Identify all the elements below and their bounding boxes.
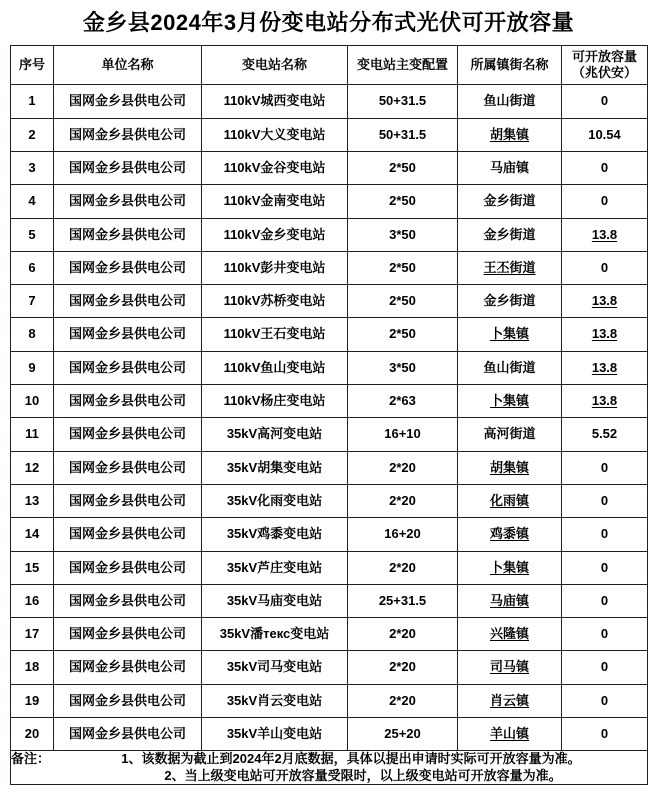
- cell-town: 金乡街道: [458, 218, 562, 251]
- cell-capacity: 0: [562, 484, 648, 517]
- column-header-station: 变电站名称: [202, 46, 348, 85]
- cell-unit: 国网金乡县供电公司: [54, 118, 202, 151]
- table-row: [11, 351, 648, 384]
- cell-town: 司马镇: [458, 651, 562, 684]
- cell-unit: 国网金乡县供电公司: [54, 151, 202, 184]
- cell-config: 2*20: [348, 451, 458, 484]
- cell-town: 马庙镇: [458, 151, 562, 184]
- cell-capacity: 13.8: [562, 318, 648, 351]
- cell-index: 18: [11, 651, 54, 684]
- cell-station: 35kV马庙变电站: [202, 584, 348, 617]
- cell-unit: 国网金乡县供电公司: [54, 385, 202, 418]
- table-row: [11, 718, 648, 751]
- cell-capacity: 10.54: [562, 118, 648, 151]
- cell-index: 13: [11, 484, 54, 517]
- cell-config: 2*50: [348, 251, 458, 284]
- cell-index: 19: [11, 684, 54, 717]
- table-row: [11, 251, 648, 284]
- cell-town: 卜集镇: [458, 318, 562, 351]
- table-row: [11, 618, 648, 651]
- cell-town: 鱼山街道: [458, 351, 562, 384]
- cell-unit: 国网金乡县供电公司: [54, 618, 202, 651]
- column-header-capacity-line2: （兆伏安）: [571, 65, 637, 81]
- cell-capacity: 0: [562, 618, 648, 651]
- cell-town: 化雨镇: [458, 484, 562, 517]
- cell-capacity: 0: [562, 551, 648, 584]
- cell-config: 3*50: [348, 218, 458, 251]
- table-note-row: [11, 751, 648, 785]
- table-row: [11, 185, 648, 218]
- cell-capacity: 0: [562, 151, 648, 184]
- cell-capacity: 0: [562, 251, 648, 284]
- cell-config: 2*50: [348, 151, 458, 184]
- cell-station: 110kV杨庄变电站: [202, 385, 348, 418]
- cell-unit: 国网金乡县供电公司: [54, 684, 202, 717]
- page-title: 金乡县2024年3月份变电站分布式光伏可开放容量: [82, 10, 575, 35]
- cell-index: 14: [11, 518, 54, 551]
- cell-index: 11: [11, 418, 54, 451]
- cell-capacity: 0: [562, 451, 648, 484]
- cell-unit: 国网金乡县供电公司: [54, 484, 202, 517]
- cell-unit: 国网金乡县供电公司: [54, 218, 202, 251]
- table-header-row: [11, 46, 648, 85]
- cell-station: 110kV城西变电站: [202, 85, 348, 118]
- cell-station: 110kV大义变电站: [202, 118, 348, 151]
- cell-town: 鸡黍镇: [458, 518, 562, 551]
- table-row: [11, 484, 648, 517]
- cell-unit: 国网金乡县供电公司: [54, 451, 202, 484]
- cell-town: 胡集镇: [458, 451, 562, 484]
- column-header-capacity-line1: 可开放容量: [571, 49, 637, 65]
- table-row: [11, 451, 648, 484]
- cell-index: 9: [11, 351, 54, 384]
- table-row: [11, 151, 648, 184]
- cell-station: 35kV羊山变电站: [202, 718, 348, 751]
- table-row: [11, 551, 648, 584]
- cell-unit: 国网金乡县供电公司: [54, 551, 202, 584]
- cell-town: 胡集镇: [458, 118, 562, 151]
- cell-capacity: 0: [562, 651, 648, 684]
- column-header-town: 所属镇街名称: [458, 46, 562, 85]
- note-line-2: 2、当上级变电站可开放容量受限时，以上级变电站可开放容量为准。: [164, 767, 562, 783]
- table-header: [11, 46, 648, 85]
- cell-town: 马庙镇: [458, 584, 562, 617]
- cell-station: 110kV金南变电站: [202, 185, 348, 218]
- table-row: [11, 518, 648, 551]
- cell-capacity: 0: [562, 584, 648, 617]
- table-row: [11, 651, 648, 684]
- table-body: [11, 85, 648, 751]
- cell-unit: 国网金乡县供电公司: [54, 318, 202, 351]
- cell-unit: 国网金乡县供电公司: [54, 584, 202, 617]
- cell-config: 16+10: [348, 418, 458, 451]
- cell-station: 35kV鸡黍变电站: [202, 518, 348, 551]
- capacity-table: [10, 45, 648, 784]
- cell-config: 3*50: [348, 351, 458, 384]
- cell-index: 15: [11, 551, 54, 584]
- cell-capacity: 0: [562, 718, 648, 751]
- table-row: [11, 285, 648, 318]
- cell-town: 兴隆镇: [458, 618, 562, 651]
- cell-config: 2*63: [348, 385, 458, 418]
- cell-capacity: 13.8: [562, 385, 648, 418]
- cell-config: 16+20: [348, 518, 458, 551]
- column-header-index: 序号: [11, 46, 54, 85]
- table-row: [11, 318, 648, 351]
- cell-index: 1: [11, 85, 54, 118]
- cell-station: 110kV王石变电站: [202, 318, 348, 351]
- table-row: [11, 218, 648, 251]
- note-label: 备注：: [11, 751, 51, 767]
- cell-index: 10: [11, 385, 54, 418]
- column-header-unit: 单位名称: [54, 46, 202, 85]
- cell-index: 12: [11, 451, 54, 484]
- cell-town: 金乡街道: [458, 185, 562, 218]
- cell-config: 50+31.5: [348, 118, 458, 151]
- cell-capacity: 0: [562, 185, 648, 218]
- cell-unit: 国网金乡县供电公司: [54, 718, 202, 751]
- cell-station: 35kV高河变电站: [202, 418, 348, 451]
- cell-unit: 国网金乡县供电公司: [54, 351, 202, 384]
- table-row: [11, 385, 648, 418]
- cell-config: 25+20: [348, 718, 458, 751]
- cell-station: 35kV芦庄变电站: [202, 551, 348, 584]
- cell-unit: 国网金乡县供电公司: [54, 185, 202, 218]
- cell-index: 7: [11, 285, 54, 318]
- cell-unit: 国网金乡县供电公司: [54, 418, 202, 451]
- cell-index: 16: [11, 584, 54, 617]
- cell-unit: 国网金乡县供电公司: [54, 651, 202, 684]
- cell-capacity: 0: [562, 85, 648, 118]
- cell-town: 鱼山街道: [458, 85, 562, 118]
- cell-index: 2: [11, 118, 54, 151]
- cell-station: 110kV彭井变电站: [202, 251, 348, 284]
- cell-config: 25+31.5: [348, 584, 458, 617]
- column-header-config: 变电站主变配置: [348, 46, 458, 85]
- cell-town: 羊山镇: [458, 718, 562, 751]
- table-row: [11, 118, 648, 151]
- cell-station: 110kV鱼山变电站: [202, 351, 348, 384]
- cell-station: 35kV司马变电站: [202, 651, 348, 684]
- cell-unit: 国网金乡县供电公司: [54, 285, 202, 318]
- table-footer: [11, 751, 648, 785]
- cell-station: 110kV金谷变电站: [202, 151, 348, 184]
- column-header-capacity: [562, 46, 648, 85]
- cell-town: 高河街道: [458, 418, 562, 451]
- cell-config: 2*50: [348, 285, 458, 318]
- cell-station: 110kV苏桥变电站: [202, 285, 348, 318]
- cell-town: 王丕街道: [458, 251, 562, 284]
- cell-index: 4: [11, 185, 54, 218]
- cell-index: 8: [11, 318, 54, 351]
- cell-station: 35kV肖云变电站: [202, 684, 348, 717]
- cell-unit: 国网金乡县供电公司: [54, 518, 202, 551]
- cell-station: 110kV金乡变电站: [202, 218, 348, 251]
- cell-config: 2*20: [348, 618, 458, 651]
- cell-town: 金乡街道: [458, 285, 562, 318]
- cell-index: 3: [11, 151, 54, 184]
- cell-config: 2*50: [348, 318, 458, 351]
- cell-station: 35kV化雨变电站: [202, 484, 348, 517]
- cell-config: 50+31.5: [348, 85, 458, 118]
- table-row: [11, 418, 648, 451]
- cell-capacity: 13.8: [562, 285, 648, 318]
- cell-town: 卜集镇: [458, 551, 562, 584]
- cell-config: 2*50: [348, 185, 458, 218]
- cell-capacity: 13.8: [562, 351, 648, 384]
- cell-config: 2*20: [348, 684, 458, 717]
- cell-config: 2*20: [348, 551, 458, 584]
- cell-unit: 国网金乡县供电公司: [54, 85, 202, 118]
- cell-unit: 国网金乡县供电公司: [54, 251, 202, 284]
- cell-capacity: 0: [562, 518, 648, 551]
- table-row: [11, 584, 648, 617]
- cell-station: 35kV潘текс变电站: [202, 618, 348, 651]
- cell-capacity: 5.52: [562, 418, 648, 451]
- cell-capacity: 0: [562, 684, 648, 717]
- cell-capacity: 13.8: [562, 218, 648, 251]
- cell-config: 2*20: [348, 484, 458, 517]
- note-wrapper: [11, 751, 647, 784]
- table-note-cell: [11, 751, 648, 785]
- cell-index: 6: [11, 251, 54, 284]
- cell-index: 5: [11, 218, 54, 251]
- cell-town: 肖云镇: [458, 684, 562, 717]
- cell-config: 2*20: [348, 651, 458, 684]
- cell-index: 20: [11, 718, 54, 751]
- cell-station: 35kV胡集变电站: [202, 451, 348, 484]
- table-row: [11, 684, 648, 717]
- table-row: [11, 85, 648, 118]
- note-line-1: 1、该数据为截止到2024年2月底数据，具体以提出申请时实际可开放容量为准。: [121, 751, 581, 767]
- cell-index: 17: [11, 618, 54, 651]
- cell-town: 卜集镇: [458, 385, 562, 418]
